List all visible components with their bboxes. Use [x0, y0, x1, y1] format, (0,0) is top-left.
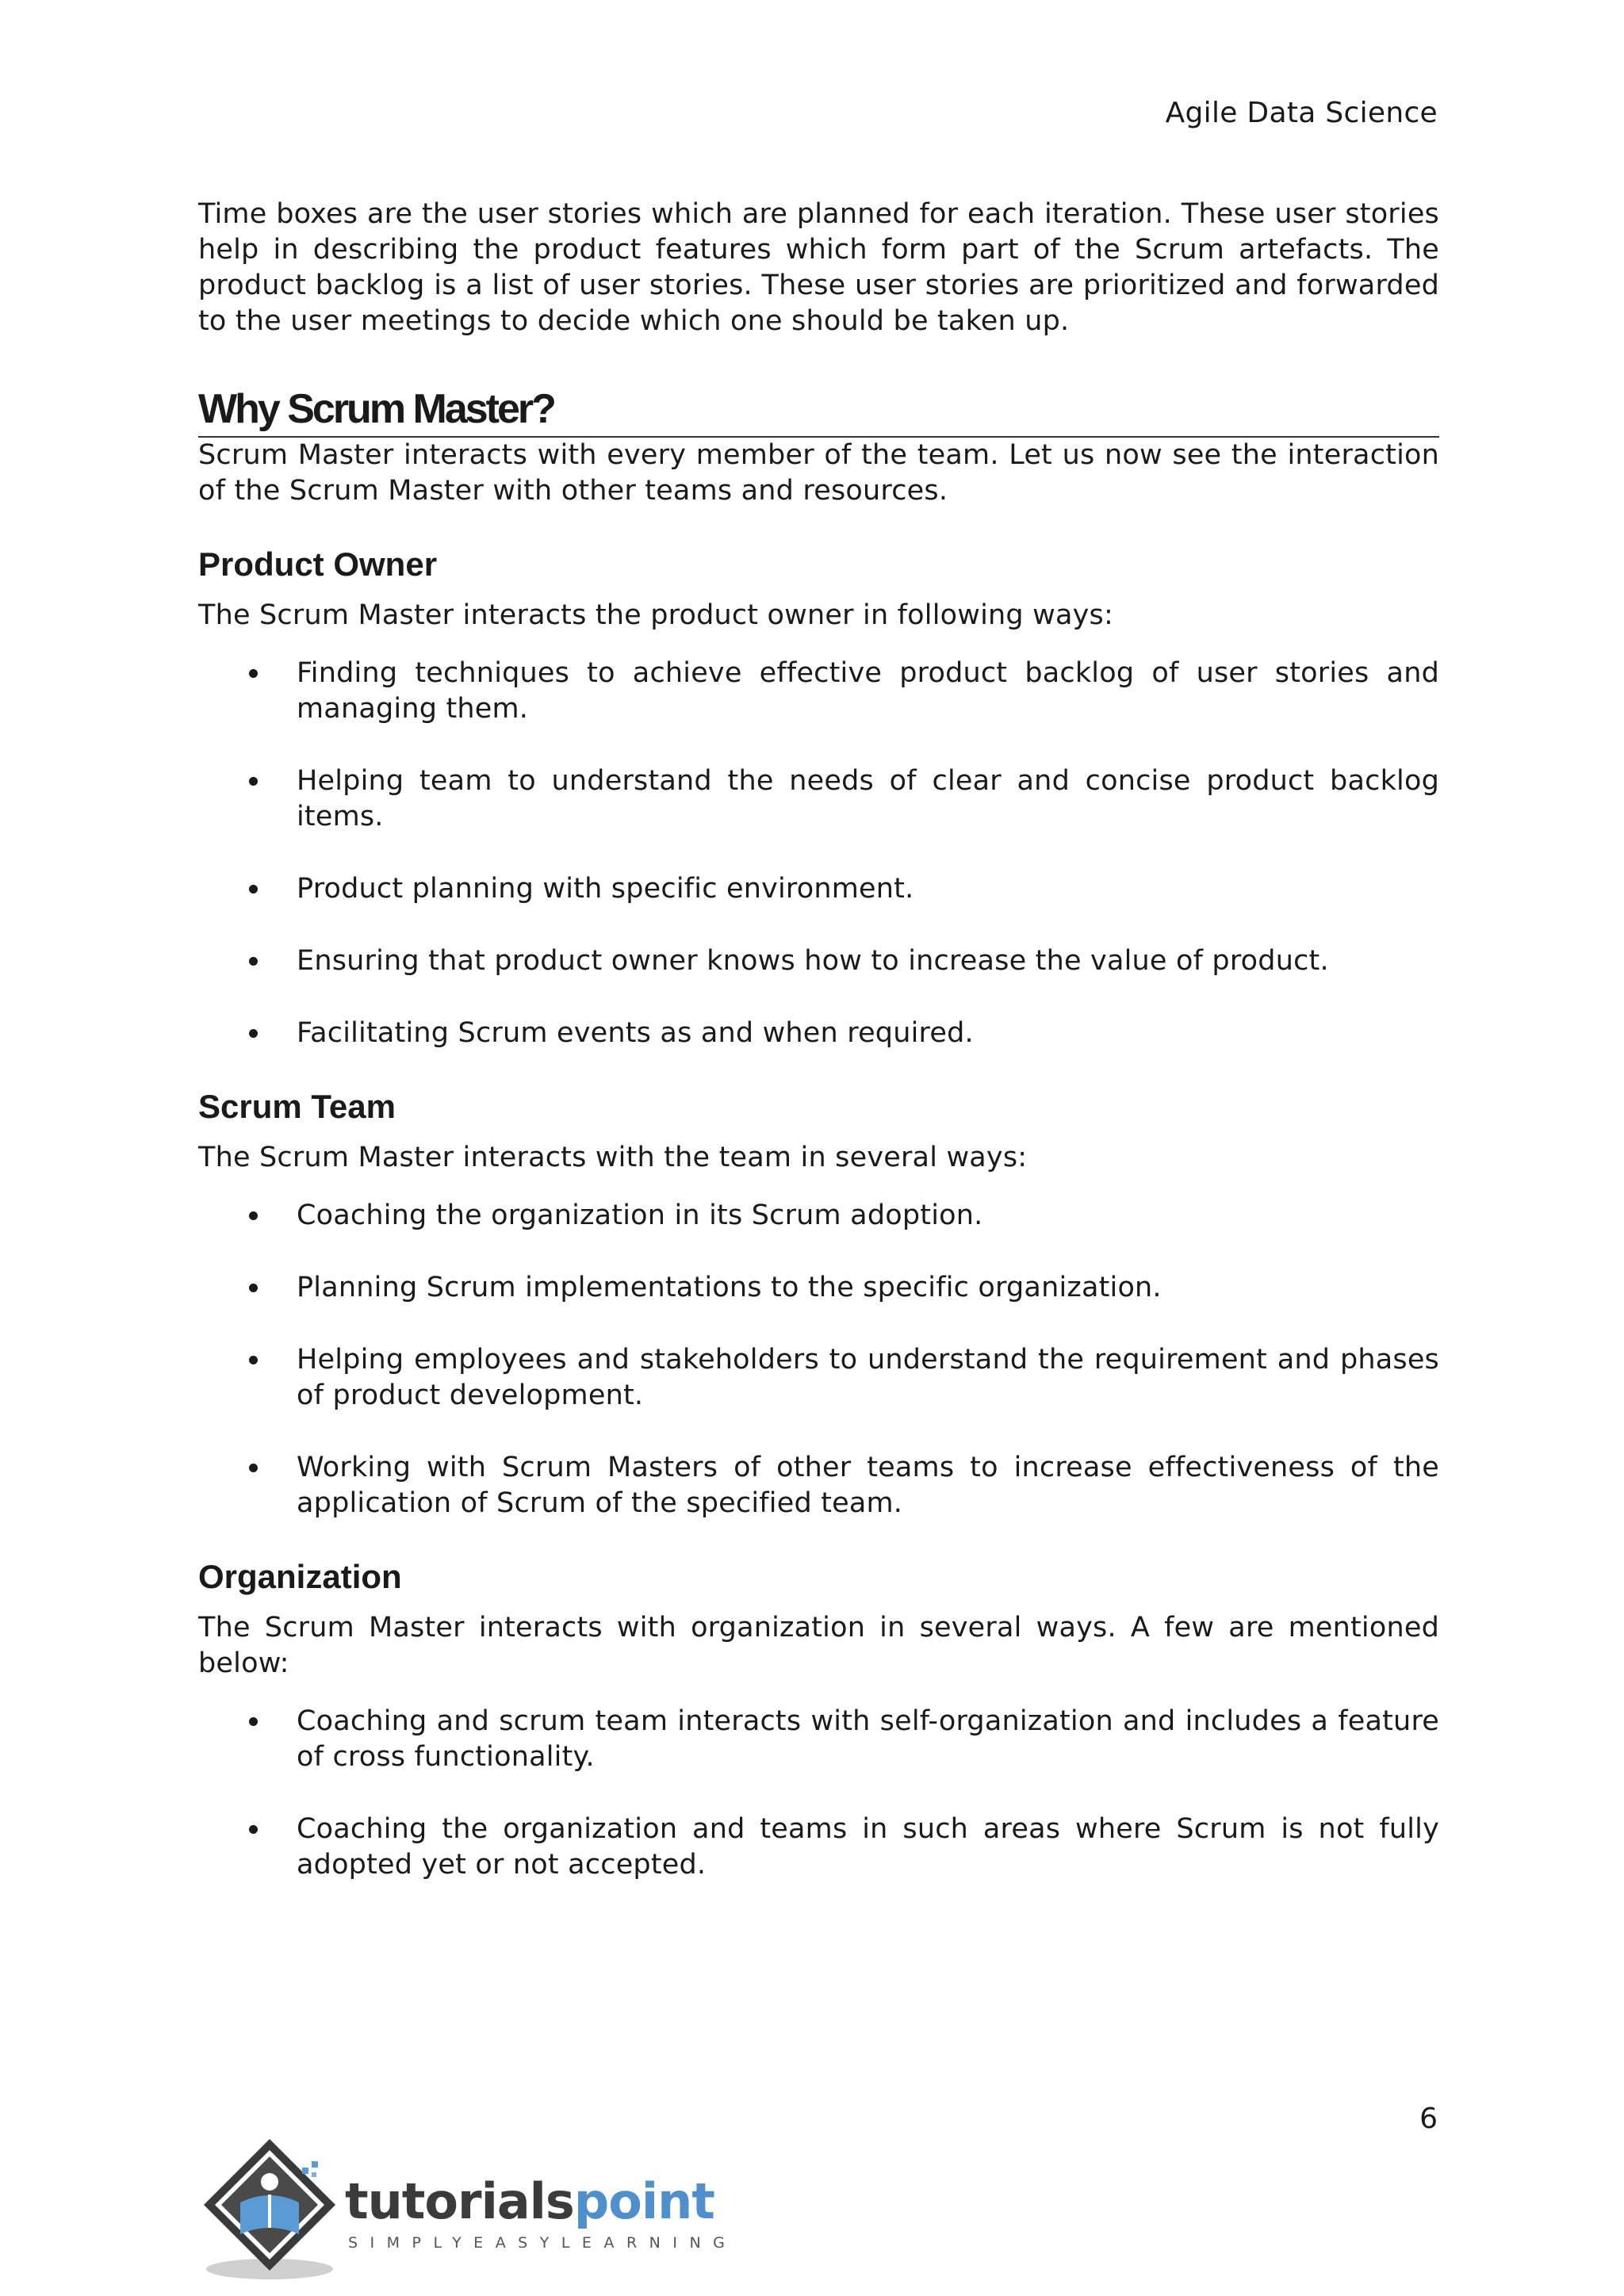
subsection-title-organization: Organization: [198, 1558, 402, 1595]
list-item: Finding techniques to achieve effective product backlog of user stories and managing them.: [198, 656, 1439, 727]
bullet-icon: [249, 885, 258, 894]
bullet-icon: [249, 669, 258, 678]
subsection-lead-product-owner: The Scrum Master interacts the product owner in following ways:: [198, 599, 1113, 631]
list-item: Helping employees and stakeholders to understand the requirement and phases of product development.: [198, 1342, 1439, 1414]
bullet-icon: [249, 957, 258, 966]
subsection-title-product-owner: Product Owner: [198, 545, 438, 583]
bullet-icon: [249, 1211, 258, 1220]
running-header: Agile Data Science: [1165, 97, 1438, 129]
list-item: Coaching the organization and teams in such areas where Scrum is not fully adopted yet or not accepted.: [198, 1812, 1439, 1883]
bullet-icon: [249, 1464, 258, 1472]
intro-paragraph: Time boxes are the user stories which are planned for each iteration. These user stories help in describing the product features which form part of the Scrum artefacts. The product backlog is a list of user stories. These user stories are prioritized and forwarded to the user meetings to decide which one should be taken up.: [198, 198, 1439, 337]
bullet-list-product-owner: [198, 656, 1439, 1051]
list-item: Product planning with specific environment.: [198, 871, 1439, 907]
bullet-icon: [249, 1717, 258, 1726]
logo-mark-icon: [194, 2133, 345, 2283]
subsection-lead-scrum-team: The Scrum Master interacts with the team in several ways:: [198, 1142, 1028, 1173]
page-number: 6: [1419, 2103, 1438, 2135]
bullet-icon: [249, 1825, 258, 1834]
bullet-icon: [249, 777, 258, 786]
subsection-title-scrum-team: Scrum Team: [198, 1088, 396, 1125]
list-item: Ensuring that product owner knows how to increase the value of product.: [198, 943, 1439, 979]
subsection-lead-organization: The Scrum Master interacts with organization in several ways. A few are mentioned below:: [198, 1612, 1439, 1679]
section-title: Why Scrum Master?: [198, 385, 1439, 438]
list-item: Planning Scrum implementations to the specific organization.: [198, 1270, 1439, 1306]
logo-tagline: SIMPLYEASYLEARNING: [348, 2234, 737, 2252]
page-content: [198, 197, 1439, 1883]
list-item: Facilitating Scrum events as and when required.: [198, 1016, 1439, 1051]
bullet-list-scrum-team: [198, 1198, 1439, 1521]
tutorialspoint-logo: [194, 2133, 737, 2283]
list-item: Helping team to understand the needs of clear and concise product backlog items.: [198, 763, 1439, 835]
list-item: Coaching the organization in its Scrum adoption.: [198, 1198, 1439, 1234]
logo-wordmark: tutorialspoint: [345, 2172, 714, 2230]
bullet-icon: [249, 1356, 258, 1364]
bullet-icon: [249, 1029, 258, 1038]
section-intro: Scrum Master interacts with every member of the team. Let us now see the interaction of the Scrum Master with other teams and resources.: [198, 439, 1439, 507]
bullet-list-organization: [198, 1704, 1439, 1883]
list-item: Coaching and scrum team interacts with self-organization and includes a feature of cross functionality.: [198, 1704, 1439, 1775]
list-item: Working with Scrum Masters of other teams to increase effectiveness of the application of Scrum of the specified team.: [198, 1450, 1439, 1521]
bullet-icon: [249, 1284, 258, 1292]
